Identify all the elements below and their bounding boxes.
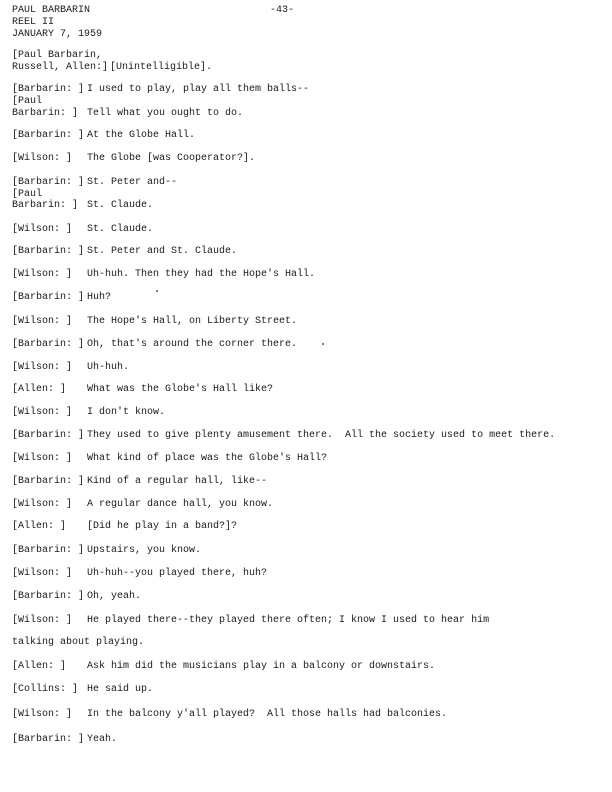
speech-text: They used to give plenty amusement there. All the society used to meet there. (87, 430, 556, 441)
speaker-label: [Allen: ] (12, 384, 67, 395)
speech-text: [Did he play in a band?]? (87, 521, 238, 532)
speaker-label: [Paul (12, 189, 43, 200)
speech-text: Uh-huh. (87, 362, 130, 373)
stray-mark (322, 343, 324, 345)
speech-text: What kind of place was the Globe's Hall? (87, 453, 328, 464)
speaker-label: [Paul (12, 96, 43, 107)
speech-text: He played there--they played there often; I know I used to hear him (87, 615, 490, 626)
speaker-label: [Wilson: ] (12, 407, 73, 418)
speech-continuation: talking about playing. (12, 637, 145, 648)
speaker-label: [Wilson: ] (12, 615, 73, 626)
speaker-label: [Wilson: ] (12, 316, 73, 327)
speaker-label: [Barbarin: ] (12, 476, 85, 487)
speaker-label: [Barbarin: ] (12, 339, 85, 350)
speech-text: Uh-huh. Then they had the Hope's Hall. (87, 269, 316, 280)
speech-text: What was the Globe's Hall like? (87, 384, 274, 395)
participants-line-1: [Paul Barbarin, (12, 50, 103, 61)
speaker-label: [Allen: ] (12, 661, 67, 672)
speaker-label: [Barbarin: ] (12, 130, 85, 141)
speech-text: Huh? (87, 292, 112, 303)
speech-text: Uh-huh--you played there, huh? (87, 568, 268, 579)
speaker-label: [Wilson: ] (12, 568, 73, 579)
page-number: -43- (270, 5, 295, 16)
speech-text: Tell what you ought to do. (87, 108, 244, 119)
speaker-label: [Wilson: ] (12, 453, 73, 464)
speech-text: He said up. (87, 684, 154, 695)
participants-line-2: Russell, Allen:] (12, 62, 109, 73)
speaker-label: [Barbarin: ] (12, 430, 85, 441)
interview-date: JANUARY 7, 1959 (12, 29, 103, 40)
speech-text: At the Globe Hall. (87, 130, 196, 141)
speech-text: Ask him did the musicians play in a balcony or downstairs. (87, 661, 436, 672)
participants-note: [Unintelligible]. (110, 62, 213, 73)
speaker-label: [Barbarin: ] (12, 177, 85, 188)
speaker-label: Barbarin: ] (12, 108, 79, 119)
speaker-label: [Wilson: ] (12, 499, 73, 510)
speech-text: In the balcony y'all played? All those halls had balconies. (87, 709, 448, 720)
speaker-label: [Barbarin: ] (12, 591, 85, 602)
speech-text: Oh, yeah. (87, 591, 142, 602)
speaker-label: [Allen: ] (12, 521, 67, 532)
speech-text: Oh, that's around the corner there. (87, 339, 298, 350)
speaker-label: [Wilson: ] (12, 269, 73, 280)
speaker-label: [Wilson: ] (12, 709, 73, 720)
speaker-label: Barbarin: ] (12, 200, 79, 211)
speaker-label: [Collins: ] (12, 684, 79, 695)
speech-text: Kind of a regular hall, like-- (87, 476, 268, 487)
speaker-label: [Barbarin: ] (12, 292, 85, 303)
speech-text: St. Peter and-- (87, 177, 178, 188)
stray-mark (156, 290, 158, 292)
speech-text: The Globe [was Cooperator?]. (87, 153, 256, 164)
speaker-label: [Barbarin: ] (12, 545, 85, 556)
speaker-label: [Wilson: ] (12, 153, 73, 164)
speech-text: A regular dance hall, you know. (87, 499, 274, 510)
reel-label: REEL II (12, 17, 55, 28)
speech-text: The Hope's Hall, on Liberty Street. (87, 316, 298, 327)
speech-text: St. Claude. (87, 224, 154, 235)
speaker-label: [Barbarin: ] (12, 734, 85, 745)
speaker-label: [Barbarin: ] (12, 84, 85, 95)
speaker-label: [Barbarin: ] (12, 246, 85, 257)
speech-text: Upstairs, you know. (87, 545, 202, 556)
speaker-label: [Wilson: ] (12, 224, 73, 235)
speech-text: I don't know. (87, 407, 166, 418)
speech-text: I used to play, play all them balls-- (87, 84, 310, 95)
speaker-label: [Wilson: ] (12, 362, 73, 373)
speech-text: St. Claude. (87, 200, 154, 211)
speech-text: St. Peter and St. Claude. (87, 246, 238, 257)
subject-name: PAUL BARBARIN (12, 5, 91, 16)
speech-text: Yeah. (87, 734, 118, 745)
